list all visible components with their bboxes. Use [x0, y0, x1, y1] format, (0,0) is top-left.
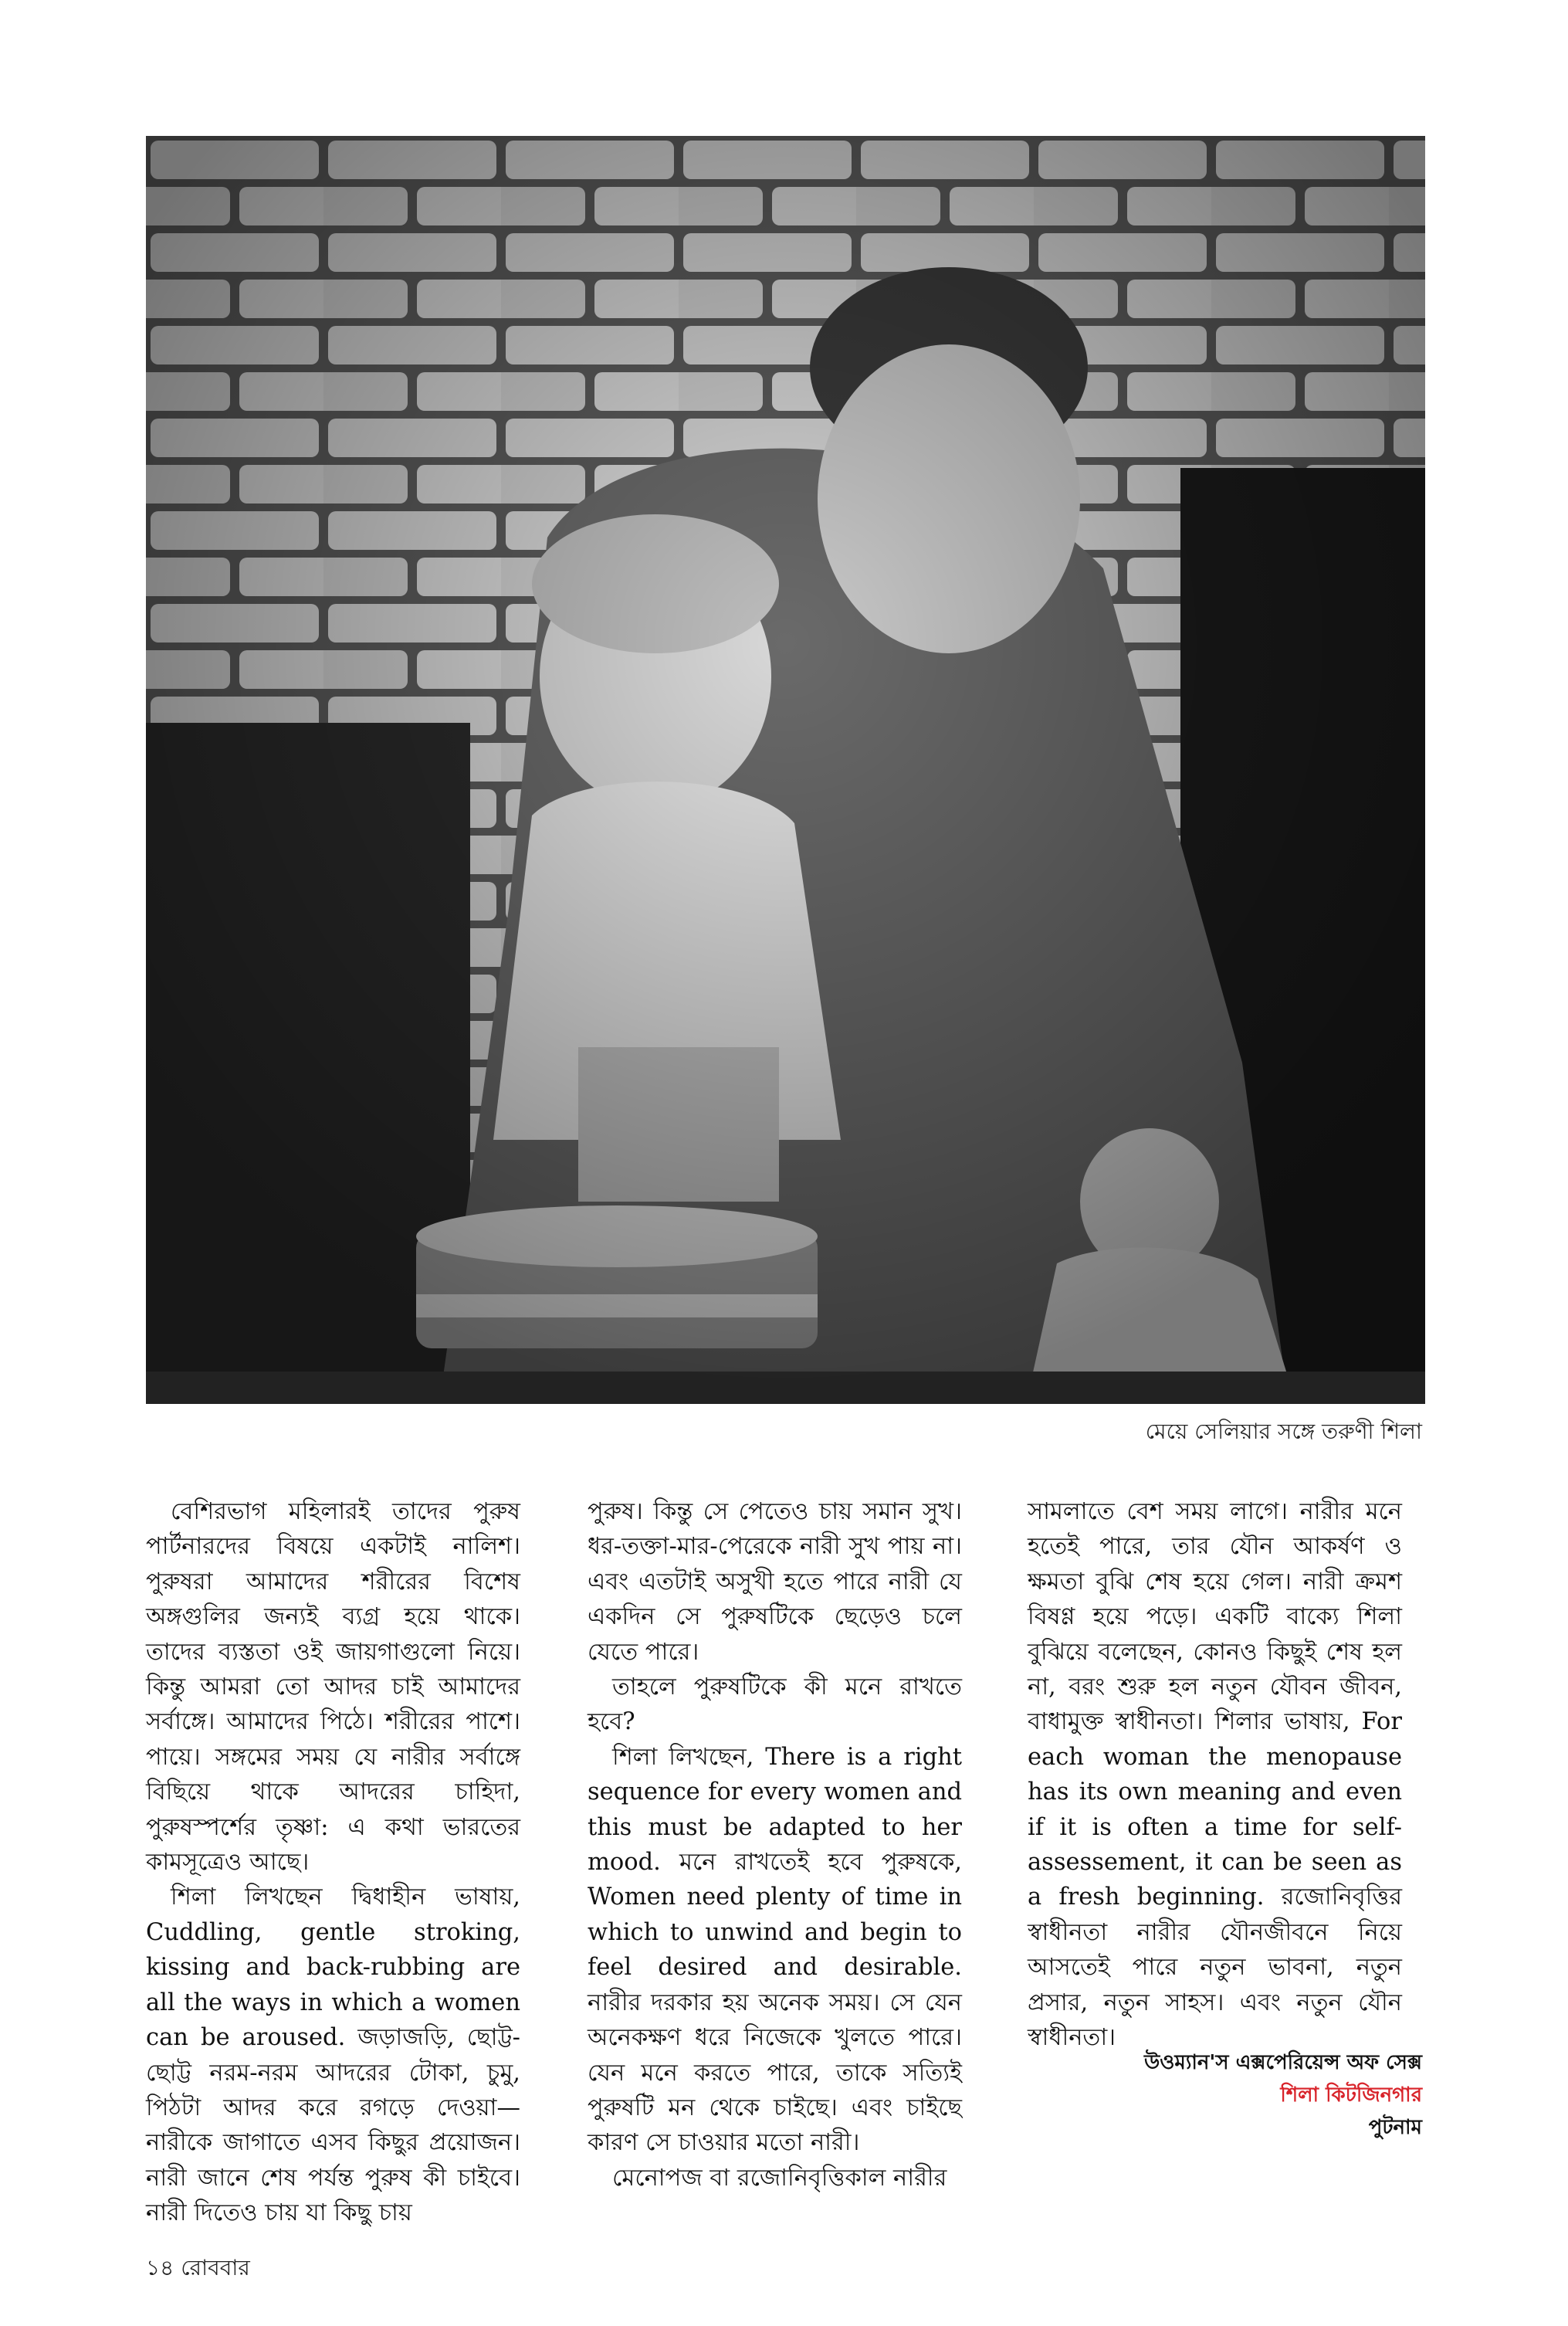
photo: [146, 136, 1425, 1404]
paragraph: তাহলে পুরুষটিকে কী মনে রাখতে হবে?: [588, 1673, 962, 1736]
paragraph: শিলা লিখছেন দ্বিধাহীন ভাষায়, Cuddling, gentle stroking, kissing and back-rubbing are all the ways in which a women can be aroused. জড়াজড়ি, ছোট্ট-ছোট্ট নরম-নরম আদরের টোকা, চুমু, পিঠটা আদর করে রগড়ে দেওয়া— নারীকে জাগাতে এসব কিছুর প্রয়োজন। নারী জানে শেষ পর্যন্ত পুরুষ কী চাইবে। নারী দিতেও চায় যা কিছু চায়: [146, 1884, 520, 2227]
paragraph: পুরুষ। কিন্তু সে পেতেও চায় সমান সুখ। ধর-তক্তা-মার-পেরেকে নারী সুখ পায় না। এবং এতটাই অসুখী হতে পারে নারী যে একদিন সে পুরুষটিকে ছেড়েও চলে যেতে পারে।: [588, 1498, 962, 1666]
photo-caption: মেয়ে সেলিয়ার সঙ্গে তরুণী শিলা: [1145, 1419, 1422, 1444]
paragraph: বেশিরভাগ মহিলারই তাদের পুরুষ পার্টনারদের বিষয়ে একটাই নালিশ। পুরুষরা আমাদের শরীরের বিশেষ অঙ্গগুলির জন্যই ব্যগ্র হয়ে থাকে। তাদের ব্যস্ততা ওই জায়গাগুলো নিয়ে। কিন্তু আমরা তো আদর চাই আমাদের সর্বাঙ্গে। আমাদের পিঠে। শরীরের পাশে। পায়ে। সঙ্গমের সময় যে নারীর সর্বাঙ্গে বিছিয়ে থাকে আদরের চাহিদা, পুরুষস্পর্শের তৃষ্ণা: এ কথা ভারতের কামসূত্রেও আছে।: [146, 1498, 520, 1877]
book-credits: [1144, 2046, 1422, 2144]
book-publisher: পুটনাম: [1368, 2116, 1422, 2139]
photo-image: [146, 136, 1425, 1404]
article-column-3: [1028, 1494, 1402, 2056]
article-column-1: [146, 1494, 520, 2231]
book-title: উওম্যান'স এক্সপেরিয়েন্স অফ সেক্স: [1144, 2051, 1422, 2074]
page-folio: ১৪ রোববার: [146, 2255, 250, 2280]
paragraph: সামলাতে বেশ সময় লাগে। নারীর মনে হতেই পারে, তার যৌন আকর্ষণ ও ক্ষমতা বুঝি শেষ হয়ে গেল। নারী ক্রমশ বিষণ্ণ হয়ে পড়ে। একটি বাক্যে শিলা বুঝিয়ে বলেছেন, কোনও কিছুই শেষ হল না, বরং শুরু হল নতুন যৌবন জীবন, বাধামুক্ত স্বাধীনতা। শিলার ভাষায়, For each woman the menopause has its own meaning and even if it is often a time for self-assessement, it can be seen as a fresh beginning. রজোনিবৃত্তির স্বাধীনতা নারীর যৌনজীবনে নিয়ে আসতেই পারে নতুন ভাবনা, নতুন প্রসার, নতুন সাহস। এবং নতুন যৌন স্বাধীনতা।: [1028, 1498, 1402, 2052]
paragraph: শিলা লিখছেন, There is a right sequence for every women and this must be adapted to her mood. মনে রাখতেই হবে পুরুষকে, Women need plenty of time in which to unwind and begin to feel desired and desirable. নারীর দরকার হয় অনেক সময়। সে যেন অনেকক্ষণ ধরে নিজেকে খুলতে পারে। যেন মনে করতে পারে, তাকে সত্যিই পুরুষটি মন থেকে চাইছে। এবং চাইছে কারণ সে চাওয়ার মতো নারী।: [588, 1743, 962, 2157]
book-author: শিলা কিটজিনগার: [1280, 2084, 1422, 2107]
article-column-2: [588, 1494, 962, 2195]
paragraph: মেনোপজ বা রজোনিবৃত্তিকাল নারীর: [612, 2164, 947, 2192]
